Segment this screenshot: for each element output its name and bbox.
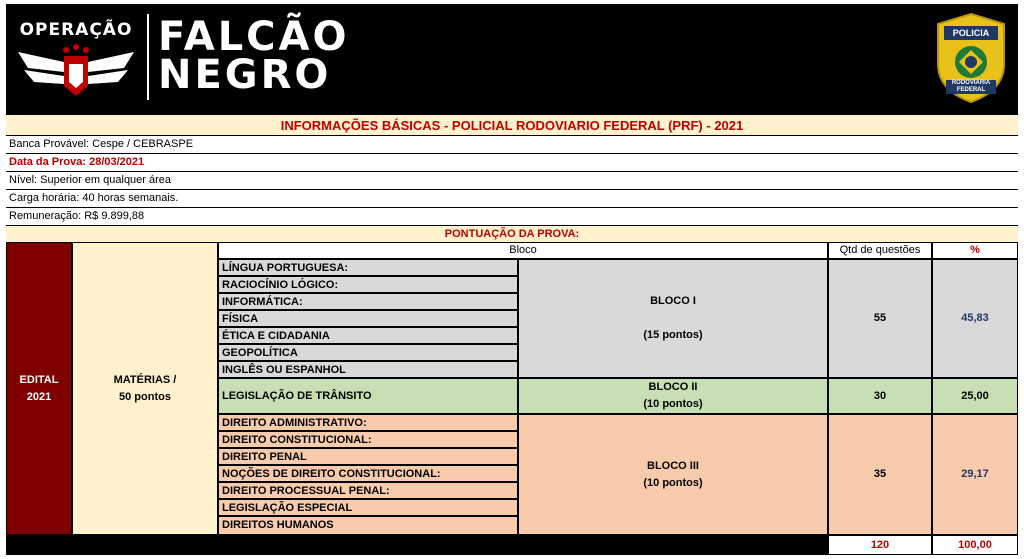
subject-cell: DIREITOS HUMANOS bbox=[218, 516, 518, 535]
header-banner bbox=[6, 4, 1018, 114]
bloco-1-points: (15 pontos) bbox=[643, 329, 703, 341]
materias-cell bbox=[72, 242, 218, 535]
info-banca: Banca Provável: Cespe / CEBRASPE bbox=[9, 138, 194, 150]
materias-line-1: MATÉRIAS / bbox=[113, 373, 177, 386]
badge-bottom-text-2: FEDERAL bbox=[956, 87, 986, 93]
bloco-3-points: (10 pontos) bbox=[643, 476, 703, 489]
subject-cell: DIREITO PROCESSUAL PENAL: bbox=[218, 482, 518, 499]
edital-line-2: 2021 bbox=[26, 390, 52, 403]
bloco-1-pct: 45,83 bbox=[932, 259, 1018, 378]
badge-top-text: POLICIA bbox=[952, 28, 990, 38]
info-nivel: Nível: Superior em qualquer área bbox=[9, 174, 172, 186]
edital-line-1: EDITAL bbox=[19, 373, 59, 386]
subject-cell: LEGISLAÇÃO DE TRÂNSITO bbox=[218, 378, 518, 414]
header-bloco: Bloco bbox=[218, 242, 828, 259]
subject-cell: ÉTICA E CIDADANIA bbox=[218, 327, 518, 344]
info-row-carga bbox=[6, 189, 1018, 207]
bloco-2-points: (10 pontos) bbox=[643, 398, 703, 410]
bloco-2-name: BLOCO II bbox=[648, 381, 698, 393]
totals-bar bbox=[6, 535, 828, 555]
bloco-3-qtd: 35 bbox=[828, 414, 932, 535]
prf-badge-icon bbox=[934, 12, 1008, 104]
subject-cell: DIREITO PENAL bbox=[218, 448, 518, 465]
info-row-banca bbox=[6, 135, 1018, 153]
bloco-3-cell bbox=[518, 414, 828, 535]
bloco-2-qtd: 30 bbox=[828, 378, 932, 414]
bloco-2-cell bbox=[518, 378, 828, 414]
total-qtd: 120 bbox=[828, 535, 932, 555]
materias-line-2: 50 pontos bbox=[119, 390, 171, 403]
header-qtd: Qtd de questões bbox=[828, 242, 932, 259]
bloco-2-pct: 25,00 bbox=[932, 378, 1018, 414]
subject-cell: LÍNGUA PORTUGUESA: bbox=[218, 259, 518, 276]
total-pct: 100,00 bbox=[932, 535, 1018, 555]
bloco-1-qtd: 55 bbox=[828, 259, 932, 378]
info-remuneracao: Remuneração: R$ 9.899,88 bbox=[9, 210, 145, 222]
subject-cell: FÍSICA bbox=[218, 310, 518, 327]
subject-cell: DIREITO ADMINISTRATIVO: bbox=[218, 414, 518, 431]
table-title: INFORMAÇÕES BÁSICAS - POLICIAL RODOVIARIO FEDERAL (PRF) - 2021 bbox=[280, 118, 744, 133]
subject-cell: RACIOCÍNIO LÓGICO: bbox=[218, 276, 518, 293]
subject-cell: DIREITO CONSTITUCIONAL: bbox=[218, 431, 518, 448]
info-row-data bbox=[6, 153, 1018, 171]
badge-bottom-text-1: RODOVIÁRIA bbox=[951, 80, 991, 86]
operacao-logo bbox=[14, 20, 138, 100]
subject-cell: INGLÊS OU ESPANHOL bbox=[218, 361, 518, 378]
title-line-2: NEGRO bbox=[158, 52, 332, 98]
info-data: Data da Prova: 28/03/2021 bbox=[9, 156, 145, 168]
page-frame bbox=[6, 4, 1018, 555]
bloco-1-cell bbox=[518, 259, 828, 378]
table-title-row bbox=[6, 114, 1018, 135]
title-line-1: FALCÃO bbox=[158, 14, 350, 60]
subject-cell: LEGISLAÇÃO ESPECIAL bbox=[218, 499, 518, 516]
info-row-remuneracao bbox=[6, 207, 1018, 225]
falcon-wings-icon bbox=[14, 42, 138, 102]
operation-title bbox=[158, 14, 350, 98]
edital-cell bbox=[6, 242, 72, 535]
subject-cell: GEOPOLÍTICA bbox=[218, 344, 518, 361]
logo-divider bbox=[147, 14, 149, 100]
pontuacao-row bbox=[6, 225, 1018, 242]
operacao-label: OPERAÇÃO bbox=[19, 20, 133, 40]
bloco-1-name: BLOCO I bbox=[650, 295, 696, 307]
header-pct: % bbox=[932, 242, 1018, 259]
subject-cell: INFORMÁTICA: bbox=[218, 293, 518, 310]
subject-cell: NOÇÕES DE DIREITO CONSTITUCIONAL: bbox=[218, 465, 518, 482]
info-row-nivel bbox=[6, 171, 1018, 189]
bloco-3-name: BLOCO III bbox=[647, 459, 699, 472]
pontuacao-label: PONTUAÇÃO DA PROVA: bbox=[444, 228, 580, 240]
bloco-3-pct: 29,17 bbox=[932, 414, 1018, 535]
info-carga: Carga horária: 40 horas semanais. bbox=[9, 192, 179, 204]
